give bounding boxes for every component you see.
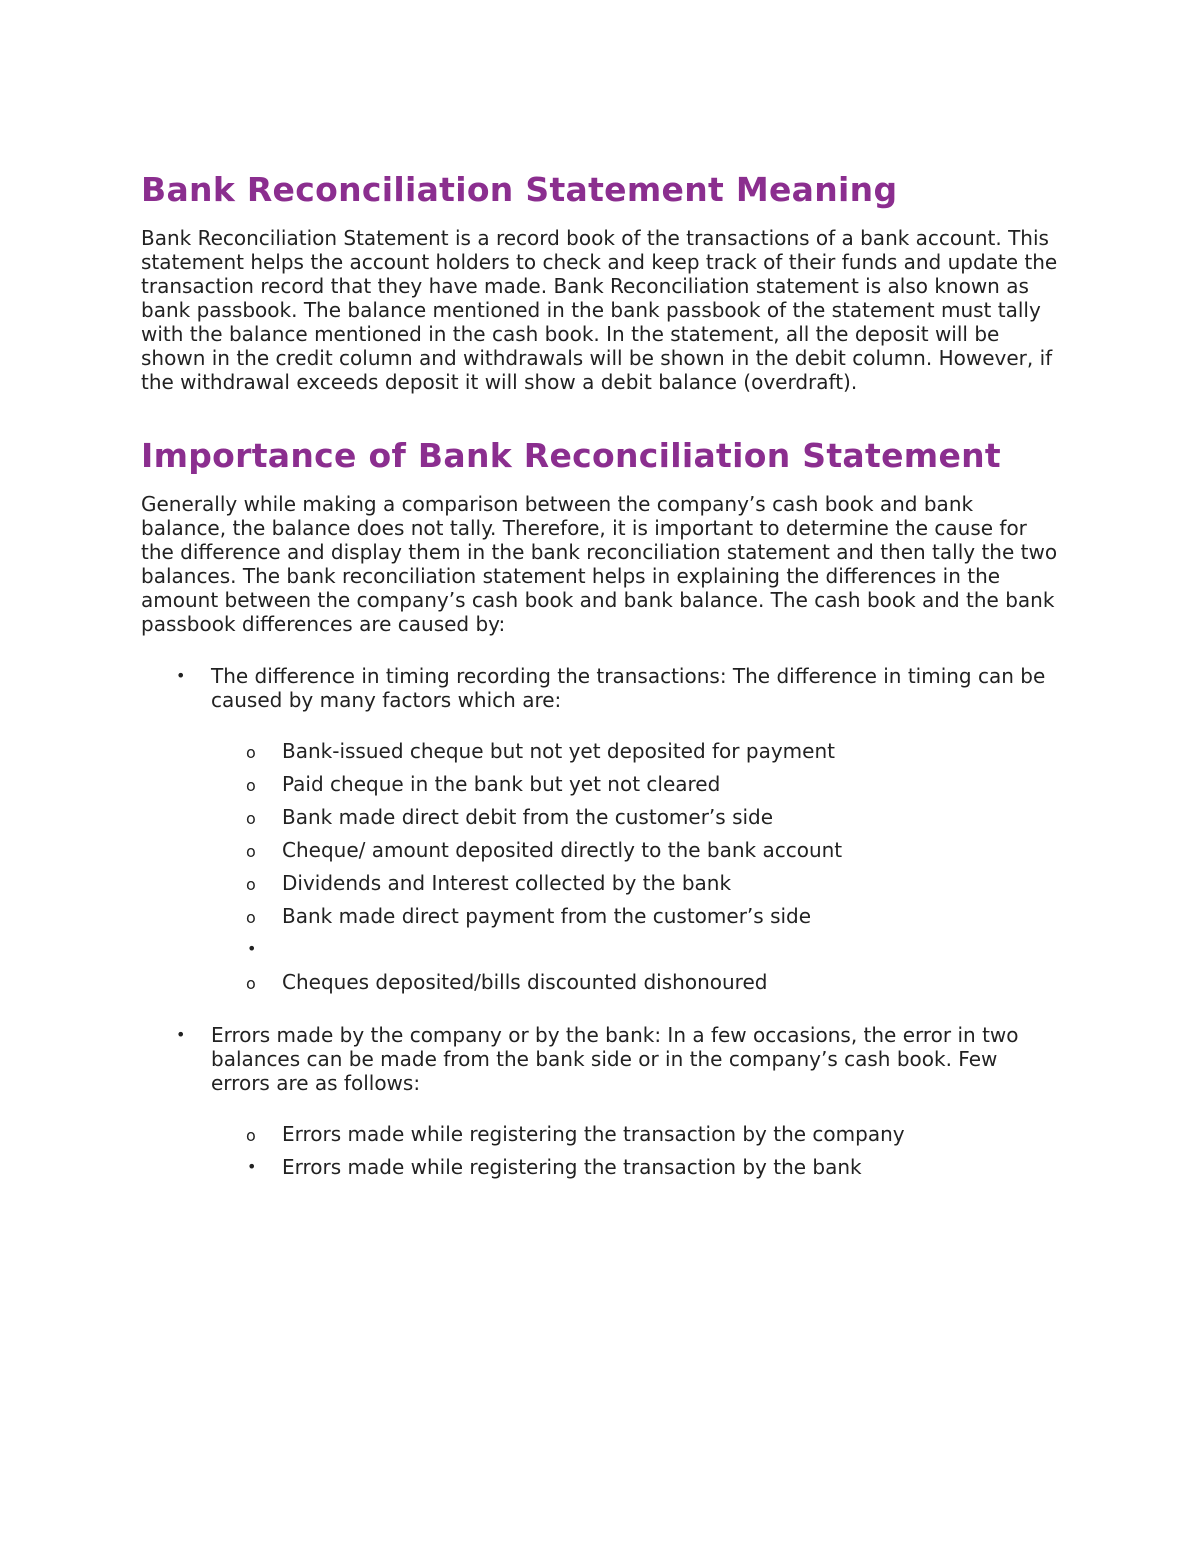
bullet-icon: •	[247, 939, 257, 958]
list-item	[141, 664, 1061, 1002]
causes-list	[141, 664, 1061, 1187]
sub-list-item: o Cheques deposited/bills discounted dishonoured	[211, 969, 1061, 1002]
sub-list-item: o Bank made direct payment from the customer’s side	[211, 903, 1061, 936]
section-heading-importance: Importance of Bank Reconciliation Statement	[141, 436, 1001, 475]
circle-bullet-icon: o	[246, 776, 256, 795]
sub-list-item: o Dividends and Interest collected by the bank	[211, 870, 1061, 903]
circle-bullet-icon: o	[246, 908, 256, 927]
sub-list	[211, 1121, 1061, 1187]
meaning-paragraph: Bank Reconciliation Statement is a record book of the transactions of a bank account. This statement helps the account holders to check and keep track of their funds and update the transaction record that they have made. Bank Reconciliation statement is also known as bank passbook. The balance mentioned in the bank passbook of the statement must tally with the balance mentioned in the cash book. In the statement, all the deposit will be shown in the credit column and withdrawals will be shown in the debit column. However, if the withdrawal exceeds deposit it will show a debit balance (overdraft).	[141, 226, 1058, 394]
list-item	[141, 1023, 1061, 1187]
circle-bullet-icon: o	[246, 875, 256, 894]
sub-list-item: o Bank made direct debit from the customer’s side	[211, 804, 1061, 837]
sub-list-item: o Bank-issued cheque but not yet deposited for payment	[211, 738, 1061, 771]
sub-list-item: o Cheque/ amount deposited directly to the bank account	[211, 837, 1061, 870]
sub-list-item: • Errors made while registering the transaction by the bank	[247, 1155, 862, 1179]
document-page	[141, 168, 1061, 1187]
circle-bullet-icon: o	[246, 743, 256, 762]
bullet-icon: •	[176, 666, 186, 685]
circle-bullet-icon: o	[246, 842, 256, 861]
bullet-icon: •	[176, 1025, 186, 1044]
circle-bullet-icon: o	[246, 809, 256, 828]
sub-list-item: o Errors made while registering the transaction by the company	[211, 1121, 1061, 1154]
sub-list-item: o Paid cheque in the bank but yet not cleared	[211, 771, 1061, 804]
sub-list	[211, 738, 1061, 1002]
section-heading-meaning: Bank Reconciliation Statement Meaning	[141, 170, 898, 209]
sub-list-item-empty	[211, 936, 1061, 969]
list-item-text: Errors made by the company or by the bank: In a few occasions, the error in two balances can be made from the bank side or in the company’s cash book. Few errors are as follows:	[211, 1023, 1019, 1095]
list-item-text: The difference in timing recording the transactions: The difference in timing can be caused by many factors which are:	[211, 664, 1046, 712]
circle-bullet-icon: o	[246, 974, 256, 993]
bullet-icon: •	[247, 1157, 257, 1176]
circle-bullet-icon: o	[246, 1126, 256, 1145]
importance-paragraph: Generally while making a comparison between the company’s cash book and bank balance, the balance does not tally. Therefore, it is important to determine the cause for the difference and display them in the bank reconciliation statement and then tally the two balances. The bank reconciliation statement helps in explaining the differences in the amount between the company’s cash book and bank balance. The cash book and the bank passbook differences are caused by:	[141, 492, 1058, 636]
